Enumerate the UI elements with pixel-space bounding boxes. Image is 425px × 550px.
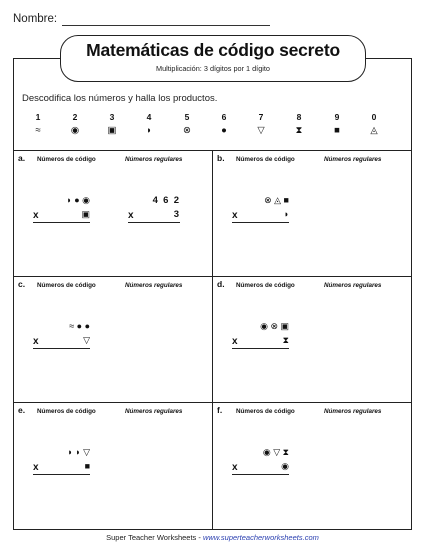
code-header: Números de código (236, 282, 295, 289)
filled-square-icon: ■ (334, 125, 340, 136)
key-item (97, 112, 127, 136)
bullseye-icon: ◉ (70, 125, 80, 136)
times-sign: x (33, 210, 39, 221)
code-key (0, 112, 425, 142)
regular-header: Números regulares (324, 156, 382, 163)
code-bottom: ■ (84, 461, 90, 471)
times-sign: x (232, 336, 238, 347)
code-bottom: ◗ (283, 209, 289, 219)
regular-header: Números regulares (125, 408, 183, 415)
drop-icon: ● (221, 125, 227, 136)
problem-letter: d. (217, 279, 225, 289)
code-header: Números de código (236, 408, 295, 415)
regular-top: 4 6 2 (152, 195, 179, 206)
problem-letter: f. (217, 405, 223, 415)
key-digit: 6 (221, 112, 227, 122)
problem-d (213, 277, 411, 404)
key-item (359, 112, 389, 136)
key-item (23, 112, 53, 136)
regular-header: Números regulares (324, 408, 382, 415)
code-header: Números de código (37, 408, 96, 415)
regular-header: Números regulares (125, 282, 183, 289)
regular-header: Números regulares (324, 282, 382, 289)
key-item (60, 112, 90, 136)
code-top: ◉ ⊗ ▣ (260, 321, 289, 331)
code-bottom: ◉ (281, 461, 289, 471)
times-sign: x (128, 210, 134, 221)
instructions: Descodifica los números y halla los productos. (22, 93, 218, 104)
answer-line[interactable] (128, 222, 180, 223)
answer-line[interactable] (33, 222, 90, 223)
key-digit: 2 (72, 112, 78, 122)
problem-a (14, 151, 212, 278)
answer-line[interactable] (232, 222, 289, 223)
key-item (134, 112, 164, 136)
code-top: ≈ ● ● (69, 321, 90, 331)
key-digit: 5 (184, 112, 190, 122)
name-line[interactable] (62, 25, 270, 26)
problem-e (14, 403, 212, 530)
answer-line[interactable] (33, 474, 90, 475)
code-header: Números de código (37, 156, 96, 163)
key-item (246, 112, 276, 136)
circled-x-icon: ⊗ (183, 125, 191, 136)
key-digit: 1 (35, 112, 41, 122)
problem-letter: a. (18, 153, 26, 163)
problem-letter: c. (18, 279, 26, 289)
key-digit: 0 (371, 112, 377, 122)
problem-letter: e. (18, 405, 26, 415)
name-label: Nombre: (13, 13, 58, 25)
regular-bottom: 3 (173, 209, 179, 220)
key-item (209, 112, 239, 136)
key-digit: 8 (296, 112, 302, 122)
footer-link[interactable]: www.superteacherworksheets.com (202, 533, 319, 542)
boxed-square-icon: ▣ (107, 125, 117, 136)
answer-line[interactable] (232, 474, 289, 475)
code-top: ◉ ▽ ⧗ (262, 447, 289, 457)
code-bottom: ⧗ (282, 335, 289, 345)
title-box (60, 35, 366, 82)
page-subtitle: Multiplicación: 3 dígitos por 1 dígito (156, 64, 270, 73)
key-digit: 3 (109, 112, 115, 122)
problem-f (213, 403, 411, 530)
code-top: ⊗ ◬ ■ (264, 195, 289, 205)
key-digit: 4 (146, 112, 152, 122)
times-sign: x (33, 336, 39, 347)
code-header: Números de código (37, 282, 96, 289)
code-header: Números de código (236, 156, 295, 163)
half-circle-icon: ◗ (146, 125, 152, 136)
footer (0, 533, 425, 542)
times-sign: x (33, 462, 39, 473)
key-digit: 7 (258, 112, 264, 122)
footer-text: Super Teacher Worksheets - (106, 533, 203, 542)
code-bottom: ▣ (81, 209, 90, 219)
problem-b (213, 151, 411, 278)
code-bottom: ▽ (83, 335, 90, 345)
problem-c (14, 277, 212, 404)
key-item (284, 112, 314, 136)
regular-header: Números regulares (125, 156, 183, 163)
wave-icon: ≈ (35, 125, 41, 136)
key-digit: 9 (334, 112, 340, 122)
code-top: ◗ ◗ ▽ (67, 447, 90, 457)
answer-line[interactable] (232, 348, 289, 349)
hourglass-icon: ⧗ (295, 125, 303, 136)
page-title: Matemáticas de código secreto (86, 40, 340, 60)
answer-line[interactable] (33, 348, 90, 349)
problem-letter: b. (217, 153, 225, 163)
dotted-triangle-icon: ◬ (370, 125, 378, 136)
times-sign: x (232, 210, 238, 221)
times-sign: x (232, 462, 238, 473)
key-item (322, 112, 352, 136)
down-triangle-icon: ▽ (257, 125, 265, 136)
key-item (172, 112, 202, 136)
code-top: ◗ ● ◉ (66, 195, 90, 205)
